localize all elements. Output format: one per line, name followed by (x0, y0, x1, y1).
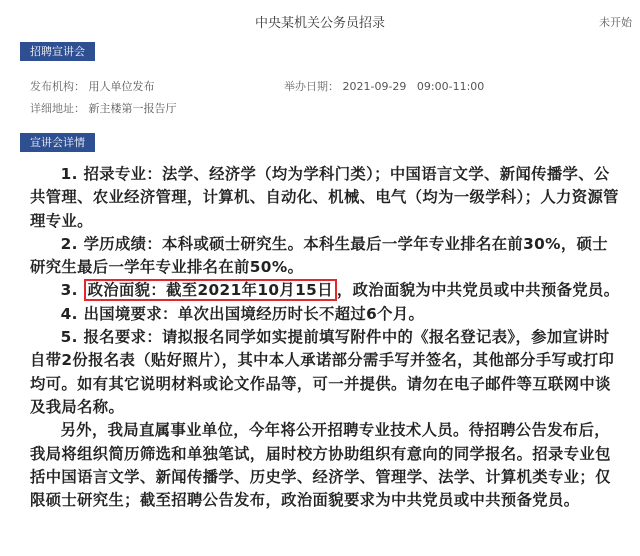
date-row (284, 78, 484, 94)
org-label: 发布机构： (30, 80, 85, 93)
detail-paragraph-1: 1. 招录专业：法学、经济学（均为学科门类）；中国语言文学、新闻传播学、公共管理、农业经济管理，计算机、自动化、机械、电气（均为一级学科）；人力资源管理专业。 (30, 165, 619, 230)
detail-paragraph-3 (30, 279, 622, 302)
address-row (30, 100, 177, 116)
address-value: 新主楼第一报告厅 (88, 102, 177, 115)
detail-paragraph-6: 另外，我局直属事业单位，今年将公开招聘专业技术人员。待招聘公告发布后，我局将组织简历筛选和单独笔试，届时校方协助组织有意向的同学报名。招录专业包括中国语言文学、新闻传播学、历史学、经济学、管理学、法学、计算机类专业；仅限硕士研究生；截至招聘公告发布，政治面貌要求为中共党员或中共预备党员。 (30, 421, 611, 510)
detail-paragraph-2: 2. 学历成绩：本科或硕士研究生。本科生最后一学年专业排名在前30%，硕士研究生最后一学年专业排名在前50%。 (30, 234, 608, 277)
detail-3-rest: ，政治面貌为中共党员或中共预备党员。 (336, 281, 620, 300)
details-content (30, 163, 622, 512)
status-badge: 未开始 (599, 16, 632, 29)
address-label: 详细地址： (30, 102, 85, 115)
org-value: 用人单位发布 (88, 80, 155, 93)
detail-3-prefix: 3. (60, 281, 84, 300)
date-value: 2021-09-29 09:00-11:00 (342, 80, 485, 93)
section-tag-details: 宣讲会详情 (20, 133, 95, 152)
section-tag-session: 招聘宣讲会 (20, 42, 95, 61)
highlighted-political-status: 政治面貌：截至2021年10月15日 (84, 279, 337, 301)
date-label: 举办日期： (284, 80, 339, 93)
page-title: 中央某机关公务员招录 (254, 16, 385, 31)
header-bar (0, 0, 640, 40)
detail-paragraph-5: 5. 报名要求：请拟报名同学如实提前填写附件中的《报名登记表》，参加宣讲时自带2份报名表（贴好照片），其中本人承诺部分需手写并签名，其他部分手写或打印均可。如有其它说明材料或论文作品等，可一并提供。请勿在电子邮件等互联网中谈及我局名称。 (30, 328, 615, 416)
detail-paragraph-4: 4. 出国境要求：单次出国境经历时长不超过6个月。 (60, 304, 425, 323)
org-row (30, 78, 155, 94)
